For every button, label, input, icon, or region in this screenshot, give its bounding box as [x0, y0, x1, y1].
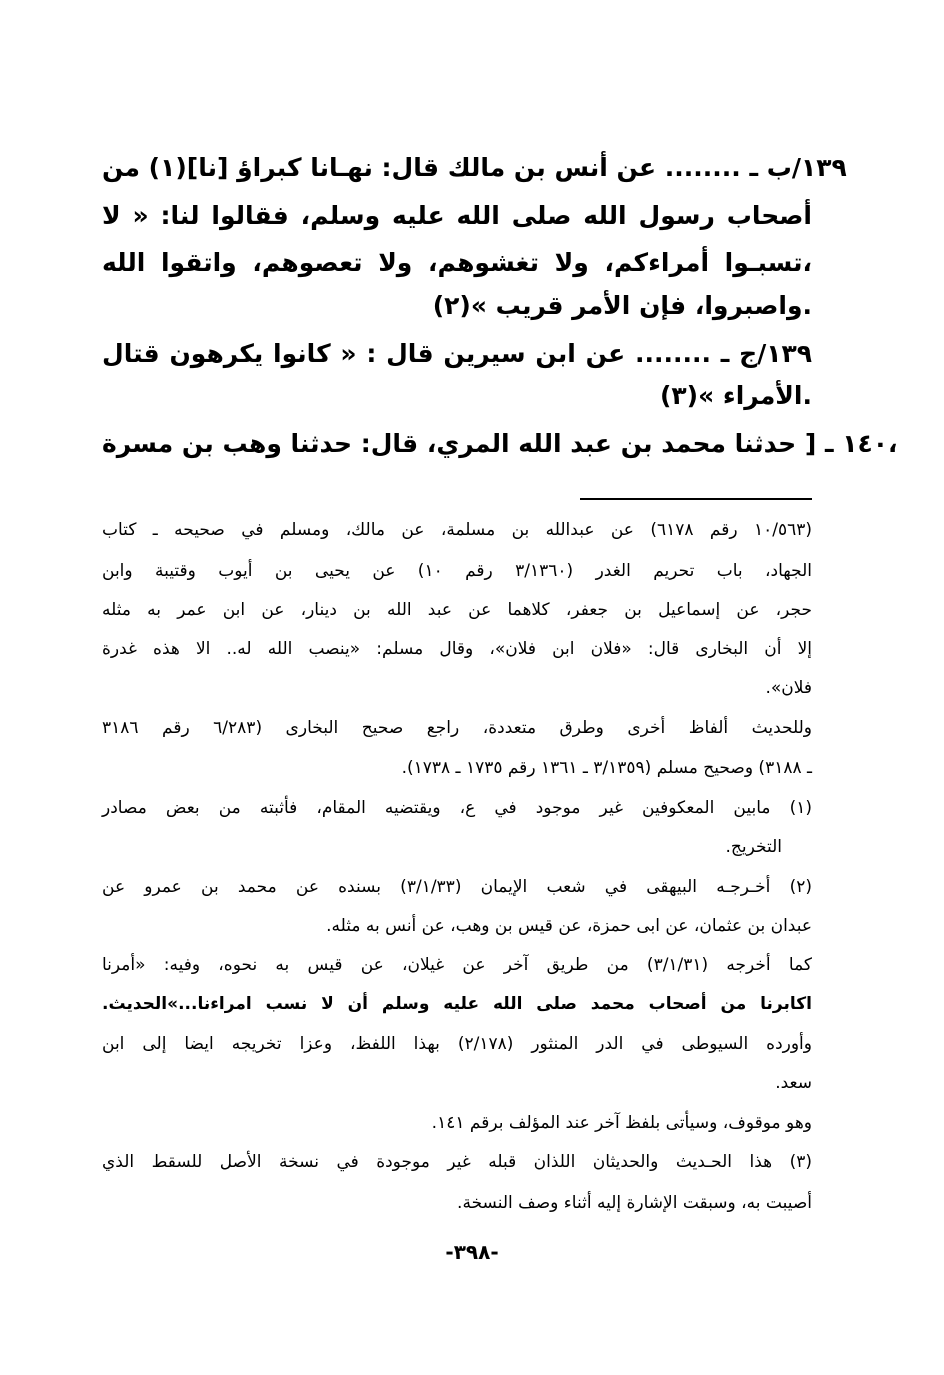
hadith-140-line-1: ١٤٠ ـ [ حدثنا محمد بن عبد الله المري، قال: حدثنا وهب بن مسرة،	[102, 429, 898, 458]
footnote-3-line-2: أصيبت به، وسبقت الإشارة إليه أثناء وصف النسخة.	[457, 1193, 812, 1213]
footnote-cont-line-2: الجهاد، باب تحريم الغدر (٣/١٣٦٠ رقم ١٠) عن يحيى بن أيوب وقتيبة وابن	[102, 561, 812, 581]
footnote-cont-line-6: وللحديث ألفاظ أخرى وطرق متعددة، راجع صحيح البخارى (٦/٢٨٣ رقم ٣١٨٦	[102, 718, 812, 738]
page-number: -٣٩٨-	[445, 1240, 499, 1264]
hadith-139c-line-2: الأمراء »(٣).	[659, 381, 812, 410]
footnote-2-line-2: عبدان بن عثمان، عن ابى حمزة، عن قيس بن وهب، عن أنس به مثله.	[326, 916, 812, 936]
hadith-139b-line-1: ١٣٩/ب ـ ........ عن أنس بن مالك قال: نهـانا كبراؤ [نا](١) من	[102, 153, 847, 182]
footnote-2-line-4: اكابرنا من أصحاب محمد صلى الله عليه وسلم أن لا نسب امراءنا...»الحديث.	[102, 994, 812, 1014]
hadith-139b-line-3: تسبـوا أمراءكم، ولا تغشوهم، ولا تعصوهم، واتقوا الله،	[102, 248, 812, 277]
footnote-2-line-7: وهو موقوف، وسيأتى بلفظ آخر عند المؤلف برقم ١٤١.	[431, 1113, 812, 1133]
footnote-cont-line-4: إلا أن البخارى قال: «فلان ابن فلان»، وقال مسلم: «ينصب الله له.. الا هذه غدرة	[102, 639, 812, 659]
footnote-cont-line-3: حجر، عن إسماعيل بن جعفر، كلاهما عن عبد الله بن دينار، عن ابن عمر به مثله	[102, 600, 812, 620]
footnote-1-line-2: التخريج.	[725, 837, 782, 857]
hadith-139b-line-4: واصبروا، فإن الأمر قريب »(٢).	[432, 291, 812, 320]
hadith-139c-line-1: ١٣٩/ج ـ ........ عن ابن سيرين قال : « كانوا يكرهون قتال	[102, 339, 812, 368]
hadith-139b-line-2: أصحاب رسول الله صلى الله عليه وسلم، فقالوا لنا: « لا	[102, 201, 812, 230]
footnote-cont-line-5: فلان».	[765, 678, 812, 698]
footnote-3-line-1: (٣) هذا الحـديث والحديثان اللذان قبله غير موجودة في نسخة الأصل للسقط الذي	[102, 1152, 812, 1172]
footnote-cont-line-1: (١٠/٥٦٣ رقم ٦١٧٨) عن عبدالله بن مسلمة، عن مالك، ومسلم في صحيحه ـ كتاب	[102, 520, 812, 540]
footnote-2-line-3: كما أخرجه (٣/١/٣١) من طريق آخر عن غيلان، عن قيس به نحوه، وفيه: «أمرنا	[102, 955, 812, 975]
footnote-cont-line-7: ـ ٣١٨٨) وصحيح مسلم (٣/١٣٥٩ ـ ١٣٦١ رقم ١٧٣٥ ـ ١٧٣٨).	[401, 758, 812, 778]
footnote-1-line-1: (١) مابين المعكوفين غير موجود في ع، ويقتضيه المقام، فأثبته من بعض مصادر	[102, 798, 812, 818]
footnote-separator	[580, 498, 812, 500]
footnote-2-line-1: (٢) أخـرجـه البيهقى في شعب الإيمان (٣/١/٣٣) بسنده عن محمد بن عمرو عن	[102, 877, 812, 897]
footnote-2-line-6: سعد.	[775, 1073, 812, 1093]
footnote-2-line-5: وأورده السيوطى في الدر المنثور (٢/١٧٨) بهذا اللفظ، وعزا تخريجه ايضا إلى ابن	[102, 1034, 812, 1054]
